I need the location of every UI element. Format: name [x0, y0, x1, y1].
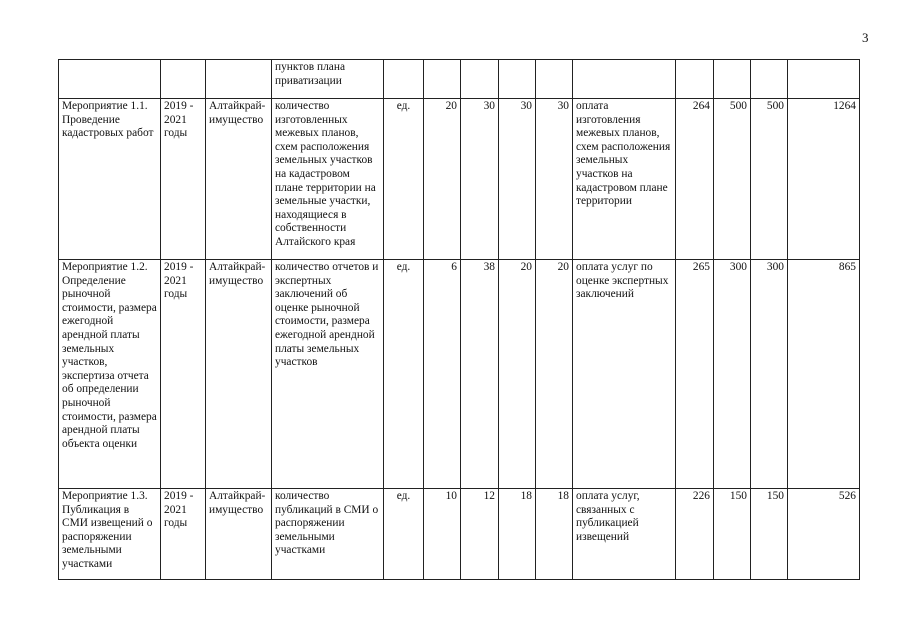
indicator-value-cell: 20	[424, 99, 461, 260]
financing-cell	[573, 60, 676, 99]
financing-value-cell: 226	[676, 489, 714, 580]
indicator-value-cell	[461, 60, 499, 99]
years-cell: 2019 - 2021 годы	[161, 489, 206, 580]
financing-value-cell: 300	[751, 260, 788, 489]
indicator-value-cell: 12	[461, 489, 499, 580]
executor-cell: Алтайкрай-имущество	[206, 260, 272, 489]
indicator-value-cell	[499, 60, 536, 99]
indicator-cell: количество изготовленных межевых планов, схем расположения земельных участков на кадастровом плане территории на земельные участки, находящиеся в собственности Алтайского края	[272, 99, 384, 260]
indicator-value-cell	[424, 60, 461, 99]
unit-cell	[384, 60, 424, 99]
executor-cell	[206, 60, 272, 99]
indicator-value-cell: 10	[424, 489, 461, 580]
unit-cell: ед.	[384, 260, 424, 489]
financing-cell: оплата услуг, связанных с публикацией извещений	[573, 489, 676, 580]
years-cell	[161, 60, 206, 99]
financing-value-cell: 264	[676, 99, 714, 260]
indicator-value-cell: 20	[536, 260, 573, 489]
unit-cell: ед.	[384, 489, 424, 580]
financing-value-cell: 500	[714, 99, 751, 260]
financing-total-cell: 526	[788, 489, 860, 580]
financing-total-cell	[788, 60, 860, 99]
financing-total-cell: 1264	[788, 99, 860, 260]
indicator-value-cell: 30	[536, 99, 573, 260]
financing-value-cell	[676, 60, 714, 99]
page-number: 3	[862, 30, 869, 45]
measure-name-cell: Мероприятие 1.3. Публикация в СМИ извещений о распоряжении земельными участками	[59, 489, 161, 580]
executor-cell: Алтайкрай-имущество	[206, 489, 272, 580]
indicator-value-cell: 18	[536, 489, 573, 580]
financing-value-cell	[751, 60, 788, 99]
financing-value-cell	[714, 60, 751, 99]
unit-cell: ед.	[384, 99, 424, 260]
executor-cell: Алтайкрай-имущество	[206, 99, 272, 260]
financing-value-cell: 150	[714, 489, 751, 580]
years-cell: 2019 - 2021 годы	[161, 99, 206, 260]
indicator-value-cell: 18	[499, 489, 536, 580]
financing-value-cell: 150	[751, 489, 788, 580]
table-row	[59, 60, 860, 99]
indicator-value-cell: 38	[461, 260, 499, 489]
measure-name-cell: Мероприятие 1.2. Определение рыночной стоимости, размера ежегодной арендной платы земельных участков, экспертиза отчета об определении рыночной стоимости, размера арендной платы объекта оценки	[59, 260, 161, 489]
table-row	[59, 489, 860, 580]
table-row	[59, 99, 860, 260]
indicator-cell: количество отчетов и экспертных заключений об оценке рыночной стоимости, размера ежегодной арендной платы земельных участков	[272, 260, 384, 489]
financing-value-cell: 265	[676, 260, 714, 489]
indicator-cell: количество публикаций в СМИ о распоряжении земельными участками	[272, 489, 384, 580]
measure-name-cell: Мероприятие 1.1. Проведение кадастровых работ	[59, 99, 161, 260]
indicator-value-cell	[536, 60, 573, 99]
indicator-value-cell: 20	[499, 260, 536, 489]
indicator-cell: пунктов плана приватизации	[272, 60, 384, 99]
years-cell: 2019 - 2021 годы	[161, 260, 206, 489]
table-row	[59, 260, 860, 489]
indicator-value-cell: 30	[499, 99, 536, 260]
program-table	[58, 59, 860, 580]
financing-cell: оплата услуг по оценке экспертных заключений	[573, 260, 676, 489]
financing-cell: оплата изготовления межевых планов, схем расположения земельных участков на кадастровом плане территории	[573, 99, 676, 260]
financing-value-cell: 300	[714, 260, 751, 489]
measure-name-cell	[59, 60, 161, 99]
financing-total-cell: 865	[788, 260, 860, 489]
indicator-value-cell: 30	[461, 99, 499, 260]
indicator-value-cell: 6	[424, 260, 461, 489]
financing-value-cell: 500	[751, 99, 788, 260]
